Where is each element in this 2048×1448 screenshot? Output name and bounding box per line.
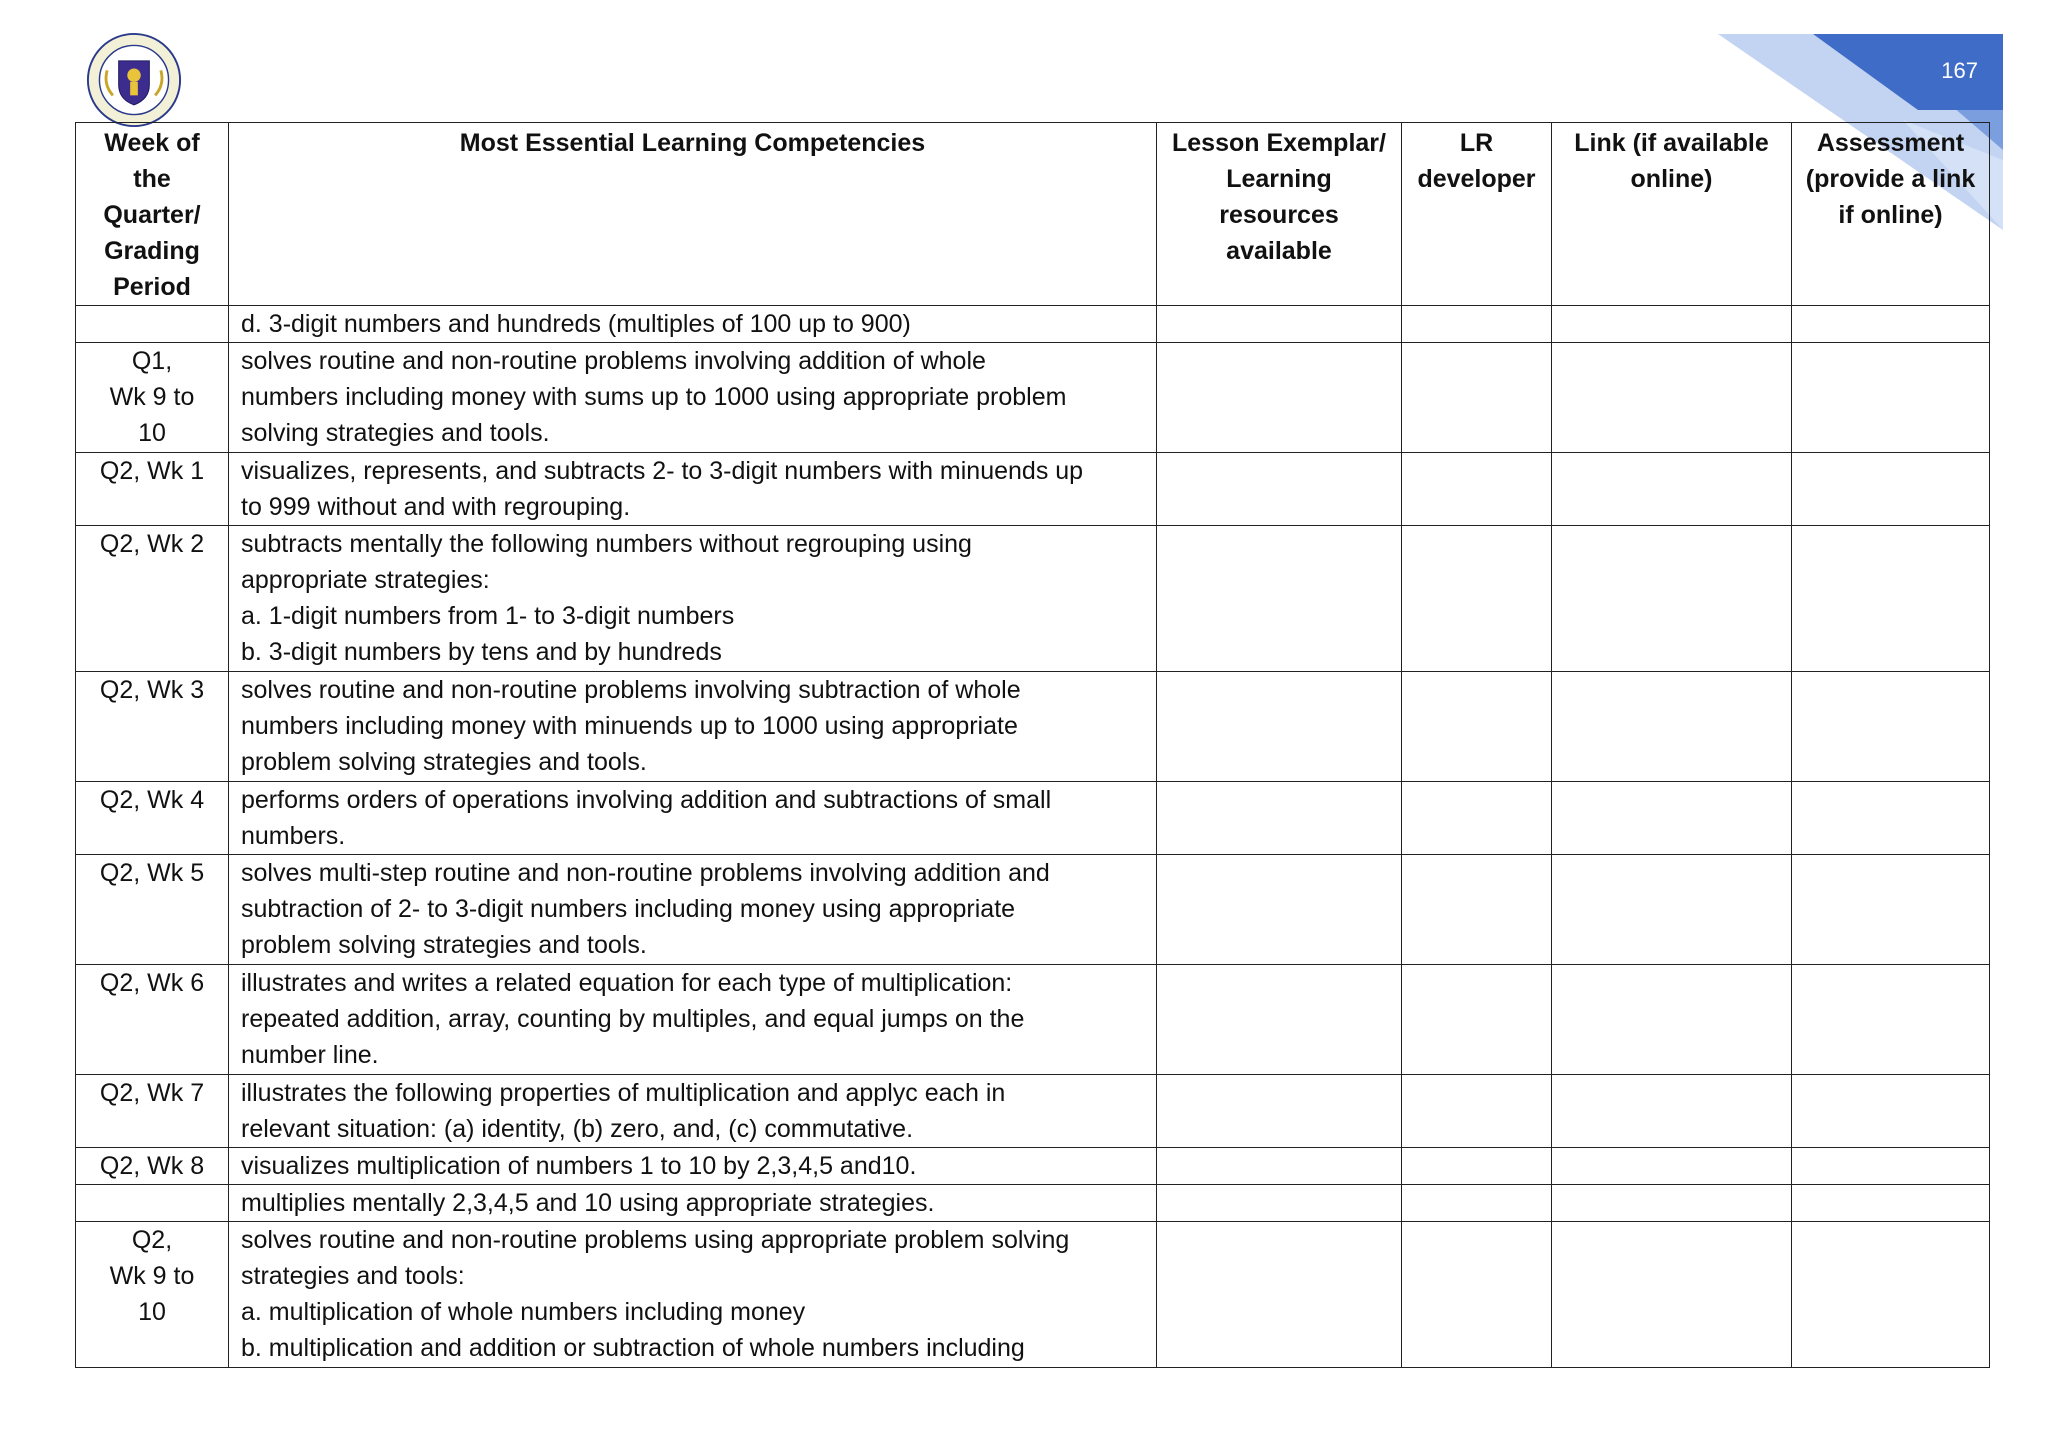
assessment-cell <box>1792 855 1990 965</box>
competency-cell <box>229 526 1157 672</box>
competency-cell <box>229 965 1157 1075</box>
assessment-cell <box>1792 306 1990 343</box>
competency-line: subtracts mentally the following numbers without regrouping using <box>241 530 972 558</box>
lr-developer-cell <box>1402 782 1552 855</box>
competency-line: solves routine and non-routine problems involving addition of whole <box>241 347 986 375</box>
lesson-exemplar-cell <box>1157 1222 1402 1368</box>
lr-developer-cell <box>1402 672 1552 782</box>
link-cell <box>1552 453 1792 526</box>
week-line: Q2, Wk 3 <box>99 676 205 704</box>
competency-cell <box>229 1185 1157 1222</box>
lr-developer-cell <box>1402 306 1552 343</box>
week-line: Wk 9 to <box>109 383 195 411</box>
header-competency: Most Essential Learning Competencies <box>229 123 1157 306</box>
week-cell <box>76 1185 229 1222</box>
week-line: Q2, Wk 4 <box>99 786 205 814</box>
assessment-cell <box>1792 1222 1990 1368</box>
week-line: Q2, <box>131 1226 173 1254</box>
lesson-exemplar-cell <box>1157 855 1402 965</box>
week-cell <box>76 1075 229 1148</box>
assessment-cell <box>1792 526 1990 672</box>
table-row <box>76 1148 1990 1185</box>
assessment-cell <box>1792 1075 1990 1148</box>
lr-developer-cell <box>1402 1185 1552 1222</box>
table-row <box>76 453 1990 526</box>
assessment-cell <box>1792 965 1990 1075</box>
competency-line: illustrates and writes a related equation for each type of multiplication: <box>241 969 1013 997</box>
lesson-exemplar-cell <box>1157 343 1402 453</box>
table-row <box>76 965 1990 1075</box>
competency-line: problem solving strategies and tools. <box>241 931 647 959</box>
lesson-exemplar-cell <box>1157 453 1402 526</box>
competency-line: numbers including money with sums up to 1000 using appropriate problem <box>241 383 1067 411</box>
lr-developer-cell <box>1402 1222 1552 1368</box>
assessment-cell <box>1792 453 1990 526</box>
competency-cell <box>229 672 1157 782</box>
header-lr-developer: LR developer <box>1402 123 1552 306</box>
header-link: Link (if available online) <box>1552 123 1792 306</box>
lesson-exemplar-cell <box>1157 1148 1402 1185</box>
link-cell <box>1552 343 1792 453</box>
lesson-exemplar-cell <box>1157 1185 1402 1222</box>
week-line: Q1, <box>131 347 173 375</box>
deped-seal-logo <box>86 32 182 128</box>
competency-cell <box>229 453 1157 526</box>
competency-line: subtraction of 2- to 3-digit numbers including money using appropriate <box>241 895 1016 923</box>
assessment-cell <box>1792 1185 1990 1222</box>
page-number: 167 <box>1941 58 1978 83</box>
competency-cell <box>229 343 1157 453</box>
assessment-cell <box>1792 343 1990 453</box>
competency-line: strategies and tools: <box>241 1262 465 1290</box>
table-row <box>76 1075 1990 1148</box>
link-cell <box>1552 1222 1792 1368</box>
lesson-exemplar-cell <box>1157 1075 1402 1148</box>
competency-cell <box>229 855 1157 965</box>
competency-line: appropriate strategies: <box>241 566 490 594</box>
competency-line: number line. <box>241 1041 379 1069</box>
competency-line: to 999 without and with regrouping. <box>241 493 631 521</box>
lr-developer-cell <box>1402 1148 1552 1185</box>
lesson-exemplar-cell <box>1157 306 1402 343</box>
week-line: Wk 9 to <box>109 1262 195 1290</box>
competency-line: performs orders of operations involving addition and subtractions of small <box>241 786 1052 814</box>
header-row <box>76 123 1990 306</box>
week-line: Q2, Wk 6 <box>99 969 205 997</box>
competency-line: visualizes multiplication of numbers 1 to 10 by 2,3,4,5 and10. <box>241 1152 917 1180</box>
week-cell <box>76 306 229 343</box>
week-cell <box>76 453 229 526</box>
competency-line: visualizes, represents, and subtracts 2- to 3-digit numbers with minuends up <box>241 457 1084 485</box>
lesson-exemplar-cell <box>1157 672 1402 782</box>
lesson-exemplar-cell <box>1157 782 1402 855</box>
assessment-cell <box>1792 1148 1990 1185</box>
table-row <box>76 672 1990 782</box>
week-line: 10 <box>138 419 166 447</box>
competency-table <box>75 122 1990 1368</box>
header-lesson-exemplar: Lesson Exemplar/ Learning resources available <box>1157 123 1402 306</box>
link-cell <box>1552 965 1792 1075</box>
competency-line: repeated addition, array, counting by multiples, and equal jumps on the <box>241 1005 1025 1033</box>
link-cell <box>1552 782 1792 855</box>
assessment-cell <box>1792 672 1990 782</box>
competency-line: a. multiplication of whole numbers including money <box>241 1298 806 1326</box>
competency-line: solving strategies and tools. <box>241 419 550 447</box>
week-cell <box>76 672 229 782</box>
lr-developer-cell <box>1402 343 1552 453</box>
competency-line: solves multi-step routine and non-routine problems involving addition and <box>241 859 1050 887</box>
competency-line: problem solving strategies and tools. <box>241 748 647 776</box>
link-cell <box>1552 1075 1792 1148</box>
header-assessment: Assessment (provide a link if online) <box>1792 123 1990 306</box>
competency-cell <box>229 1075 1157 1148</box>
week-cell <box>76 965 229 1075</box>
competency-line: solves routine and non-routine problems using appropriate problem solving <box>241 1226 1070 1254</box>
table-row <box>76 526 1990 672</box>
lesson-exemplar-cell <box>1157 965 1402 1075</box>
competency-line: relevant situation: (a) identity, (b) zero, and, (c) commutative. <box>241 1115 914 1143</box>
table-row <box>76 855 1990 965</box>
lr-developer-cell <box>1402 965 1552 1075</box>
competency-line: numbers. <box>241 822 346 850</box>
competency-line: d. 3-digit numbers and hundreds (multiples of 100 up to 900) <box>241 310 911 338</box>
lr-developer-cell <box>1402 453 1552 526</box>
competency-cell <box>229 1222 1157 1368</box>
competency-line: b. 3-digit numbers by tens and by hundreds <box>241 638 722 666</box>
competency-cell <box>229 306 1157 343</box>
table-row <box>76 1222 1990 1368</box>
week-line: Q2, Wk 7 <box>99 1079 205 1107</box>
week-cell <box>76 782 229 855</box>
header-week: Week of the Quarter/ Grading Period <box>76 123 229 306</box>
competency-cell <box>229 1148 1157 1185</box>
week-cell <box>76 1148 229 1185</box>
lr-developer-cell <box>1402 1075 1552 1148</box>
link-cell <box>1552 1185 1792 1222</box>
week-cell <box>76 1222 229 1368</box>
assessment-cell <box>1792 782 1990 855</box>
competency-line: multiplies mentally 2,3,4,5 and 10 using appropriate strategies. <box>241 1189 935 1217</box>
link-cell <box>1552 1148 1792 1185</box>
link-cell <box>1552 855 1792 965</box>
week-line: Q2, Wk 1 <box>99 457 205 485</box>
competency-line: numbers including money with minuends up to 1000 using appropriate <box>241 712 1018 740</box>
table-row <box>76 1185 1990 1222</box>
week-line: Q2, Wk 8 <box>99 1152 205 1180</box>
link-cell <box>1552 672 1792 782</box>
lr-developer-cell <box>1402 855 1552 965</box>
week-cell <box>76 526 229 672</box>
lr-developer-cell <box>1402 526 1552 672</box>
week-cell <box>76 343 229 453</box>
competency-cell <box>229 782 1157 855</box>
lesson-exemplar-cell <box>1157 526 1402 672</box>
table-row <box>76 343 1990 453</box>
competency-line: a. 1-digit numbers from 1- to 3-digit numbers <box>241 602 735 630</box>
week-cell <box>76 855 229 965</box>
week-line: Q2, Wk 2 <box>99 530 205 558</box>
table-row <box>76 782 1990 855</box>
week-line: Q2, Wk 5 <box>99 859 205 887</box>
table-row <box>76 306 1990 343</box>
competency-line: illustrates the following properties of multiplication and applyc each in <box>241 1079 1006 1107</box>
link-cell <box>1552 306 1792 343</box>
competency-line: solves routine and non-routine problems involving subtraction of whole <box>241 676 1021 704</box>
link-cell <box>1552 526 1792 672</box>
competency-line: b. multiplication and addition or subtraction of whole numbers including <box>241 1334 1025 1362</box>
week-line: 10 <box>138 1298 166 1326</box>
